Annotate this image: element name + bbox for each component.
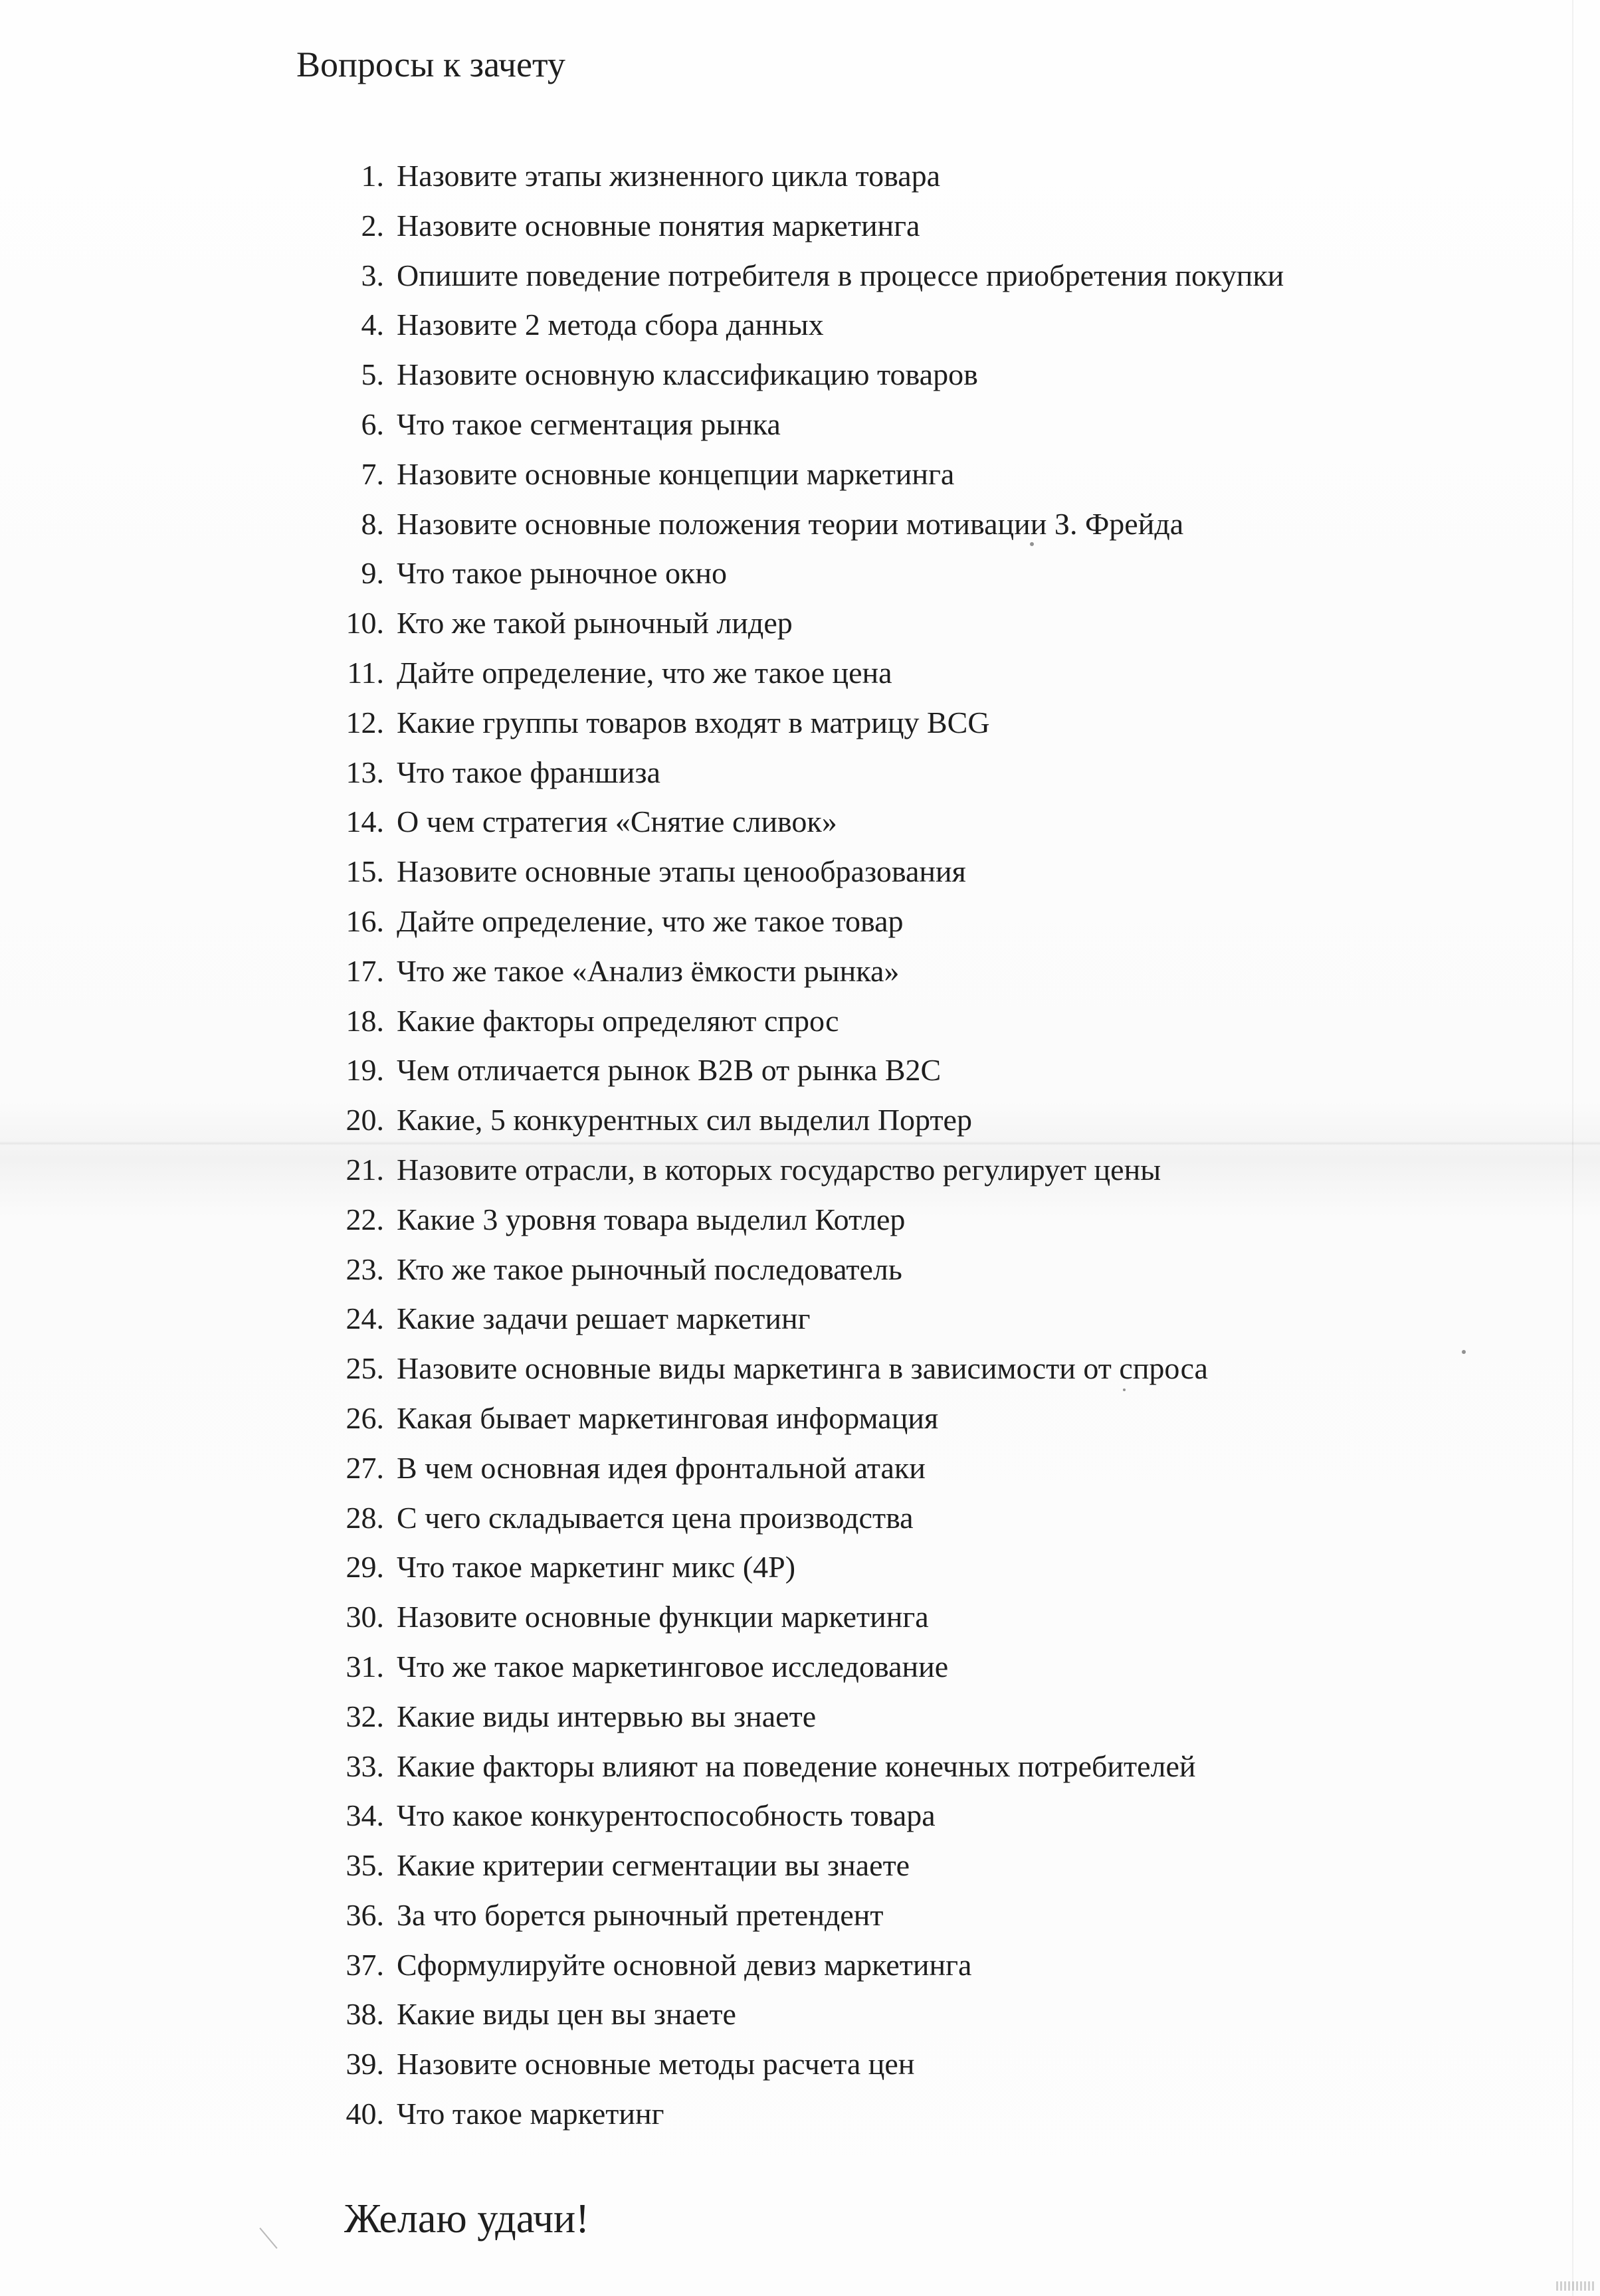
question-text: О чем стратегия «Снятие сливок» <box>397 805 837 839</box>
question-number: 18. <box>346 1003 384 1038</box>
question-text: Какие критерии сегментации вы знаете <box>397 1848 910 1883</box>
question-number: 3. <box>361 258 384 292</box>
question-number: 14. <box>346 805 384 839</box>
question-number: 7. <box>361 456 384 491</box>
question-number: 16. <box>346 904 384 938</box>
question-text: Что такое маркетинг <box>397 2097 664 2131</box>
question-text: Назовите отрасли, в которых государство регулирует цены <box>397 1152 1161 1187</box>
question-number: 31. <box>346 1649 384 1683</box>
question-text: Опишите поведение потребителя в процессе приобретения покупки <box>397 258 1284 292</box>
question-number: 17. <box>346 953 384 988</box>
question-text: Что такое франшиза <box>397 755 660 789</box>
question-text: Назовите основные положения теории мотивации З. Фрейда <box>397 506 1184 541</box>
question-text: Назовите основные понятия маркетинга <box>397 208 920 242</box>
question-number: 11. <box>347 655 384 690</box>
question-text: Кто же такое рыночный последователь <box>397 1252 902 1286</box>
question-text: Назовите основную классификацию товаров <box>397 357 978 392</box>
question-text: За что борется рыночный претендент <box>397 1897 884 1932</box>
question-number: 5. <box>361 357 384 392</box>
question-text: В чем основная идея фронтальной атаки <box>397 1450 926 1485</box>
question-number: 27. <box>346 1450 384 1485</box>
question-number: 37. <box>346 1947 384 1982</box>
question-number: 33. <box>346 1749 384 1783</box>
closing-wish: Желаю удачи! <box>344 2196 589 2242</box>
question-number: 23. <box>346 1252 384 1286</box>
question-number: 4. <box>361 308 384 342</box>
question-number: 2. <box>361 208 384 242</box>
question-text: Что какое конкурентоспособность товара <box>397 1798 936 1833</box>
question-number: 21. <box>346 1152 384 1187</box>
question-text: Чем отличается рынок B2B от рынка B2C <box>397 1053 942 1088</box>
question-text: Дайте определение, что же такое цена <box>397 655 892 690</box>
question-number: 8. <box>361 506 384 541</box>
question-number: 9. <box>361 556 384 591</box>
question-text: Назовите основные концепции маркетинга <box>397 456 955 491</box>
question-text: Назовите этапы жизненного цикла товара <box>397 159 941 193</box>
question-text: Что такое рыночное окно <box>397 556 727 591</box>
question-text: Назовите основные этапы ценообразования <box>397 854 966 889</box>
question-number: 38. <box>346 1997 384 2032</box>
question-text: Какие задачи решает маркетинг <box>397 1301 811 1336</box>
question-text: Какие, 5 конкурентных сил выделил Портер <box>397 1103 972 1137</box>
question-text: Какие 3 уровня товара выделил Котлер <box>397 1202 906 1236</box>
question-text: Назовите 2 метода сбора данных <box>397 308 824 342</box>
question-text: Какие виды цен вы знаете <box>397 1997 736 2032</box>
question-number: 28. <box>346 1500 384 1535</box>
question-text: Назовите основные функции маркетинга <box>397 1600 929 1634</box>
question-number: 1. <box>361 159 384 193</box>
question-number: 35. <box>346 1848 384 1883</box>
question-number: 20. <box>346 1103 384 1137</box>
question-text: Какие виды интервью вы знаете <box>397 1699 817 1733</box>
question-number: 26. <box>346 1400 384 1435</box>
page-title: Вопросы к зачету <box>296 45 565 84</box>
question-number: 25. <box>346 1351 384 1386</box>
question-number: 29. <box>346 1550 384 1584</box>
question-number: 30. <box>346 1600 384 1634</box>
question-text: С чего складывается цена производства <box>397 1500 914 1535</box>
question-text: Сформулируйте основной девиз маркетинга <box>397 1947 972 1982</box>
question-number: 10. <box>346 606 384 640</box>
question-number: 12. <box>346 705 384 739</box>
question-number: 6. <box>361 407 384 441</box>
question-number: 19. <box>346 1053 384 1088</box>
question-number: 13. <box>346 755 384 789</box>
question-text: Что такое сегментация рынка <box>397 407 781 441</box>
question-number: 36. <box>346 1897 384 1932</box>
question-text: Кто же такой рыночный лидер <box>397 606 793 640</box>
question-number: 15. <box>346 854 384 889</box>
paper-edge <box>1572 0 1573 2296</box>
question-number: 40. <box>346 2097 384 2131</box>
question-text: Что такое маркетинг микс (4P) <box>397 1550 796 1584</box>
question-number: 32. <box>346 1699 384 1733</box>
question-text: Назовите основные виды маркетинга в зависимости от спроса <box>397 1351 1208 1386</box>
watermark-stamp <box>1556 2281 1596 2291</box>
question-number: 24. <box>346 1301 384 1336</box>
question-number: 22. <box>346 1202 384 1236</box>
question-number: 34. <box>346 1798 384 1833</box>
question-text: Какие группы товаров входят в матрицу BCG <box>397 705 990 739</box>
question-text: Какие факторы влияют на поведение конечных потребителей <box>397 1749 1196 1783</box>
scan-speck <box>1123 1388 1126 1391</box>
question-text: Что же такое «Анализ ёмкости рынка» <box>397 953 900 988</box>
question-text: Что же такое маркетинговое исследование <box>397 1649 949 1683</box>
question-text: Какие факторы определяют спрос <box>397 1003 839 1038</box>
question-text: Дайте определение, что же такое товар <box>397 904 904 938</box>
question-text: Назовите основные методы расчета цен <box>397 2047 915 2081</box>
question-text: Какая бывает маркетинговая информация <box>397 1400 939 1435</box>
scan-speck <box>1462 1350 1466 1354</box>
scan-scratch <box>259 2228 277 2249</box>
scan-speck <box>1030 542 1034 546</box>
question-number: 39. <box>346 2047 384 2081</box>
